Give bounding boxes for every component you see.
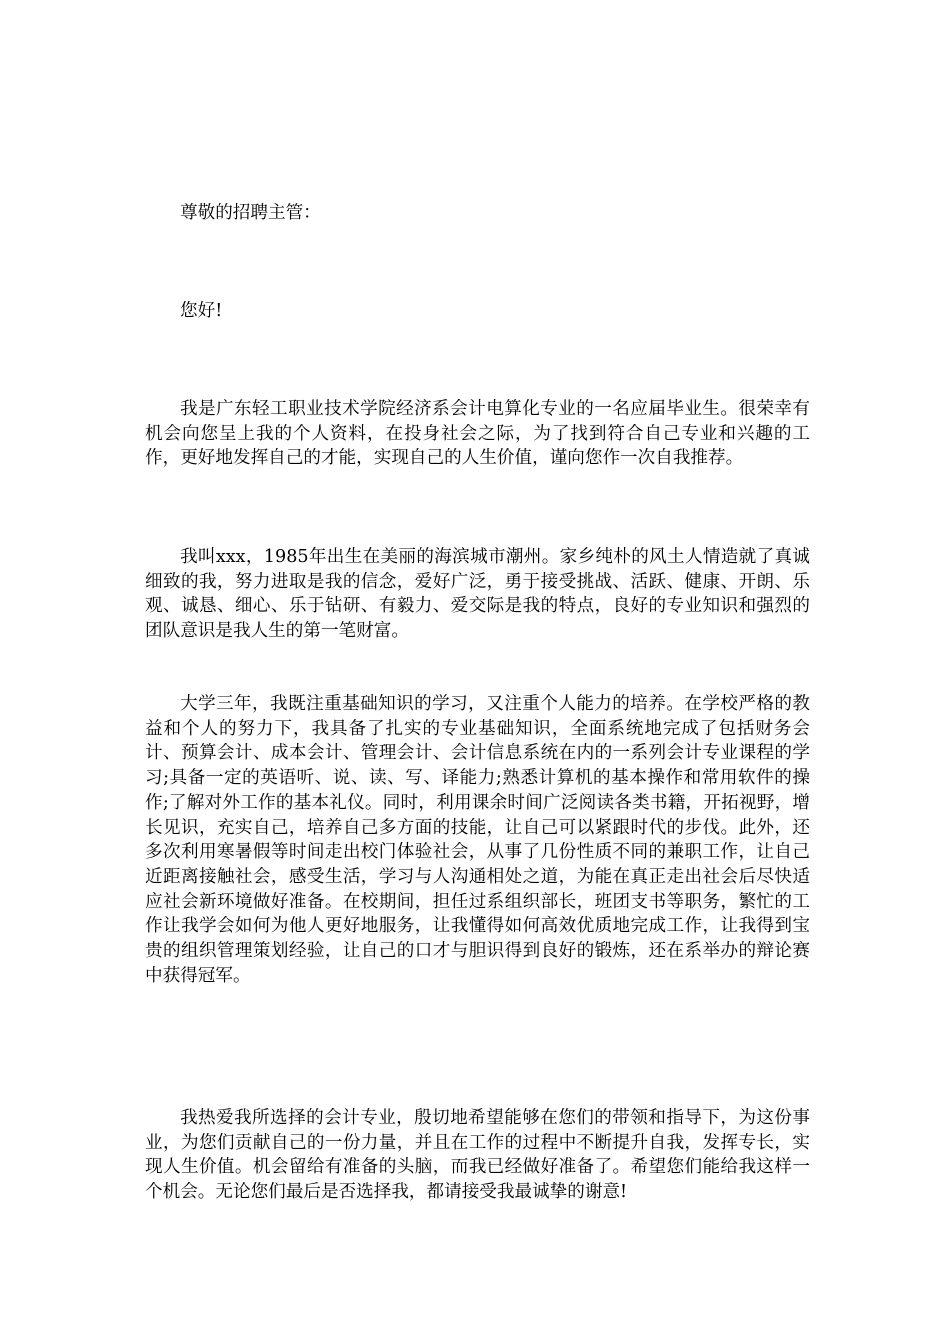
salutation: 尊敬的招聘主管：	[180, 203, 321, 223]
paragraph-introduction: 我是广东轻工职业技术学院经济系会计电算化专业的一名应届毕业生。很荣幸有机会向您呈上我的个人资料，在投身社会之际，为了找到符合自己专业和兴趣的工作，更好地发挥自己的才能，实现自己的人生价值，谨向您作一次自我推荐。	[145, 399, 810, 469]
greeting: 您好!	[180, 301, 223, 321]
paragraph-closing: 我热爱我所选择的会计专业，殷切地希望能够在您们的带领和指导下，为这份事业，为您们贡献自己的一份力量，并且在工作的过程中不断提升自我，发挥专长，实现人生价值。机会留给有准备的头脑，而我已经做好准备了。希望您们能给我这样一个机会。无论您们最后是否选择我，都请接受我最诚挚的谢意!	[145, 1108, 810, 1203]
paragraph-personal-background: 我叫xxx，1985年出生在美丽的海滨城市潮州。家乡纯朴的风土人情造就了真诚细致的我，努力进取是我的信念，爱好广泛，勇于接受挑战、活跃、健康、开朗、乐观、诚恳、细心、乐于钻研、有毅力、爱交际是我的特点，良好的专业知识和强烈的团队意识是我人生的第一笔财富。	[145, 547, 810, 642]
paragraph-education-experience: 大学三年，我既注重基础知识的学习，又注重个人能力的培养。在学校严格的教益和个人的努力下，我具备了扎实的专业基础知识，全面系统地完成了包括财务会计、预算会计、成本会计、管理会计、会计信息系统在内的一系列会计专业课程的学习;具备一定的英语听、说、读、写、译能力;熟悉计算机的基本操作和常用软件的操作;了解对外工作的基本礼仪。同时，利用课余时间广泛阅读各类书籍，开拓视野，增长见识，充实自己，培养自己多方面的技能，让自己可以紧跟时代的步伐。此外，还多次利用寒暑假等时间走出校门体验社会，从事了几份性质不同的兼职工作，让自己近距离接触社会，感受生活，学习与人沟通相处之道，为能在真正走出社会后尽快适应社会新环境做好准备。在校期间，担任过系组织部长，班团支书等职务，繁忙的工作让我学会如何为他人更好地服务，让我懂得如何高效优质地完成工作，让我得到宝贵的组织管理策划经验，让自己的口才与胆识得到良好的锻炼，还在系举办的辩论赛中获得冠军。	[145, 694, 810, 986]
